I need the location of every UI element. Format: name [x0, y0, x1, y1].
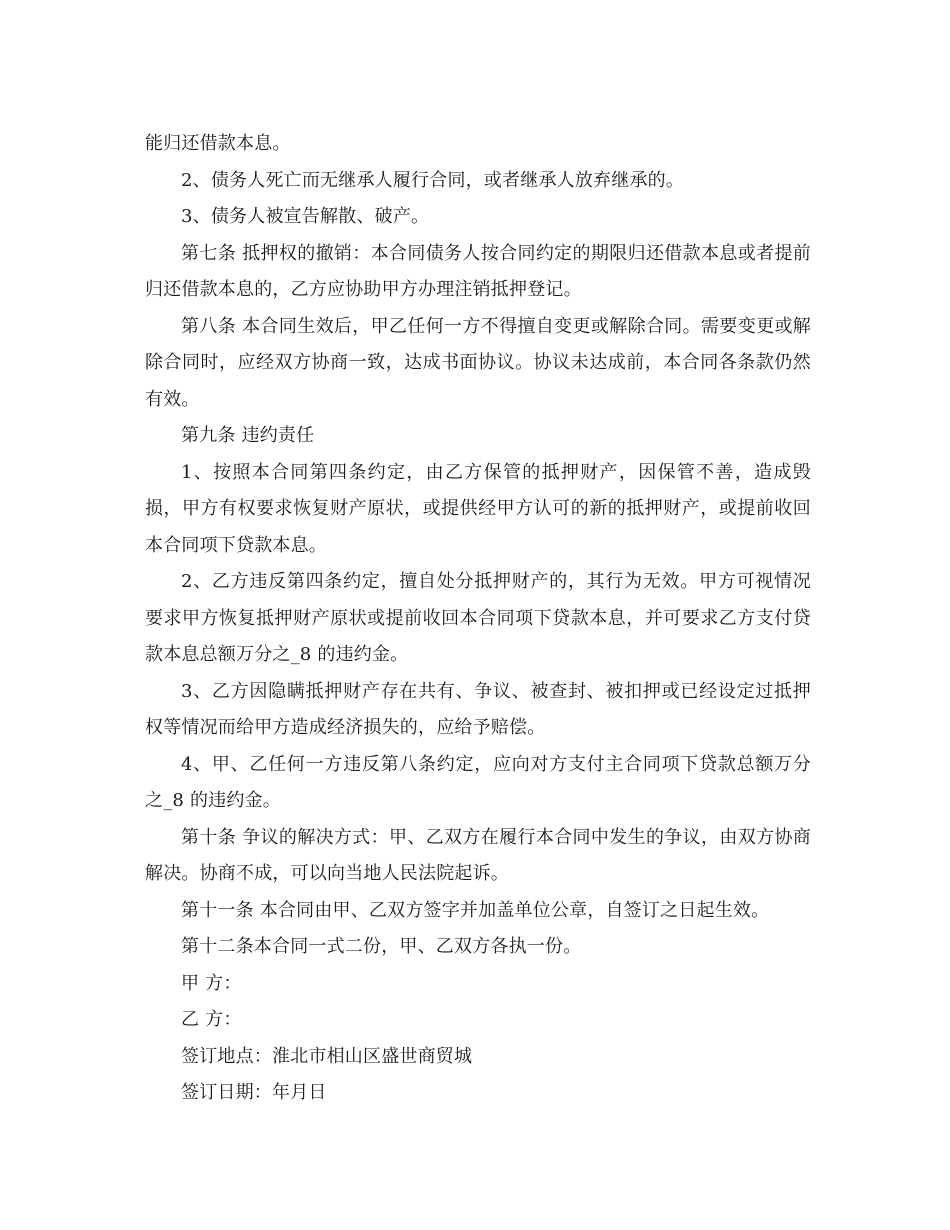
signing-location: 签订地点：淮北市相山区盛世商贸城 [181, 1045, 473, 1067]
party-b-signature-line: 乙 方： [181, 1009, 242, 1030]
article-10-paragraph: 第十条 争议的解决方式：甲、乙双方在履行本合同中发生的争议，由双方协商解决。协商不成，可以向当地人民法院起诉。 [145, 826, 811, 884]
breach-clause-4: 4、甲、乙任何一方违反第八条约定，应向对方支付主合同项下贷款总额万分之_8 的违约金。 [145, 753, 811, 811]
breach-clause-2: 2、乙方违反第四条约定，擅自处分抵押财产的，其行为无效。甲方可视情况要求甲方恢复抵押财产原状或提前收回本合同项下贷款本息，并可要求乙方支付贷款本息总额万分之_8 的违约金。 [145, 571, 811, 665]
article-9-heading: 第九条 违约责任 [181, 425, 315, 446]
article-7-paragraph: 第七条 抵押权的撤销：本合同债务人按合同约定的期限归还借款本息或者提前归还借款本息的，乙方应协助甲方办理注销抵押登记。 [145, 242, 811, 300]
paragraph-continuation: 能归还借款本息。 [145, 133, 291, 154]
paragraph-item-3: 3、债务人被宣告解散、破产。 [181, 206, 430, 227]
signing-date: 签订日期：年月日 [181, 1082, 327, 1103]
article-12-paragraph: 第十二条本合同一式二份，甲、乙双方各执一份。 [181, 936, 582, 957]
breach-clause-1: 1、按照本合同第四条约定，由乙方保管的抵押财产，因保管不善，造成毁损，甲方有权要求恢复财产原状，或提供经甲方认可的新的抵押财产，或提前收回本合同项下贷款本息。 [145, 461, 811, 556]
paragraph-item-2: 2、债务人死亡而无继承人履行合同，或者继承人放弃继承的。 [181, 169, 685, 191]
article-11-paragraph: 第十一条 本合同由甲、乙双方签字并加盖单位公章，自签订之日起生效。 [181, 899, 770, 921]
document-body [145, 126, 811, 1112]
article-8-paragraph: 第八条 本合同生效后，甲乙任何一方不得擅自变更或解除合同。需要变更或解除合同时，应经双方协商一致，达成书面协议。协议未达成前，本合同各条款仍然有效。 [145, 315, 811, 410]
party-a-signature-line: 甲 方： [181, 972, 242, 994]
breach-clause-3: 3、乙方因隐瞒抵押财产存在共有、争议、被查封、被扣押或已经设定过抵押权等情况而给甲方造成经济损失的，应给予赔偿。 [145, 680, 811, 738]
